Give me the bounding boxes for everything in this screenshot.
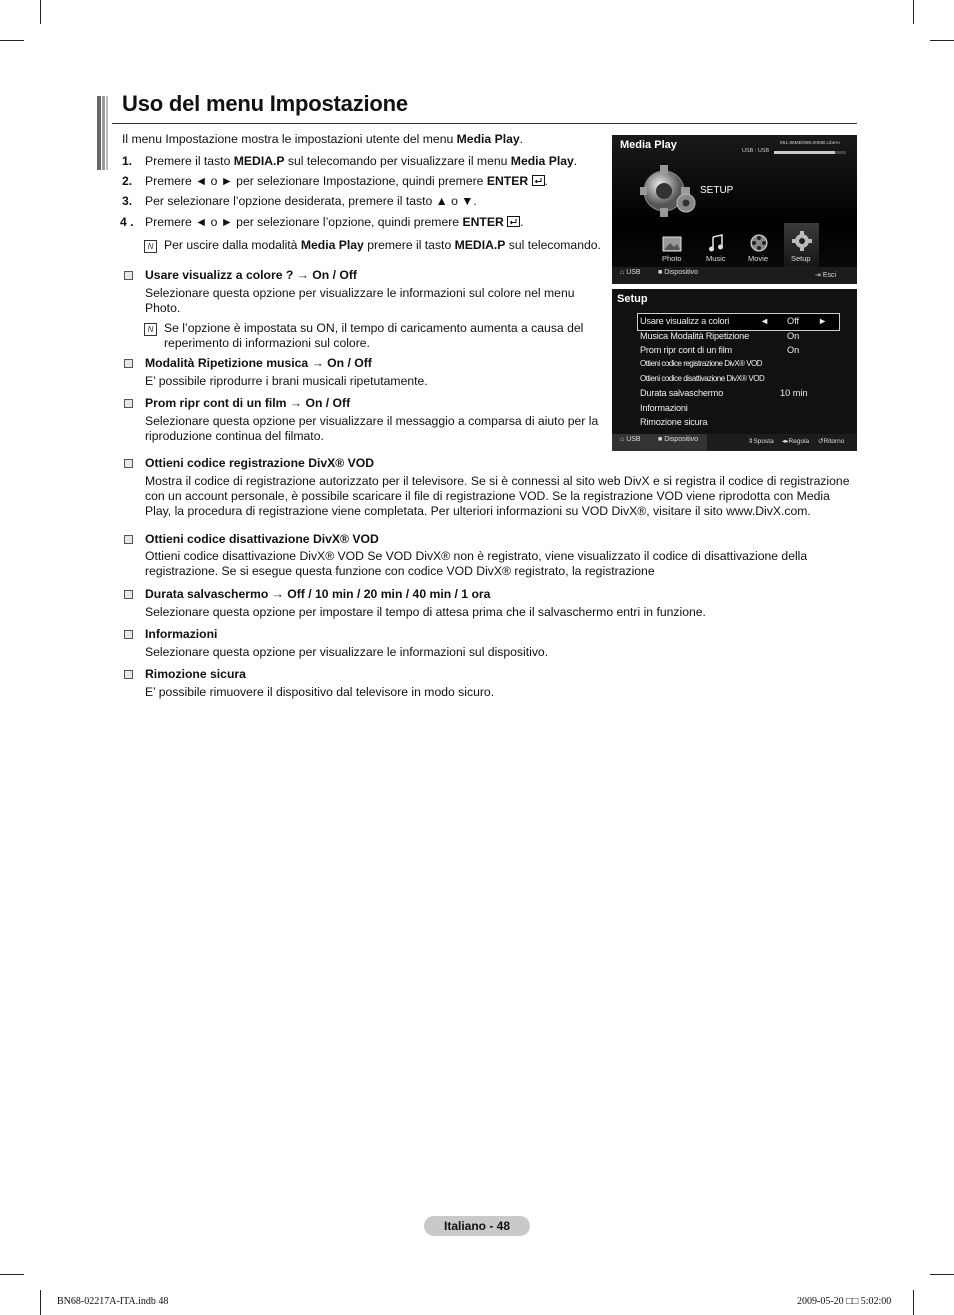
step-1: Premere il tasto MEDIA.P sul telecomando per visualizzare il menu Media Play. (145, 154, 578, 168)
item-body: E’ possibile rimuovere il dispositivo dal televisore in modo sicuro. (145, 685, 495, 699)
crop-mark (913, 1290, 914, 1315)
bottom-device: ■ Dispositivo (658, 269, 699, 276)
item-title: Ottieni codice disattivazione DivX® VOD (145, 532, 379, 546)
bullet-square-icon (124, 630, 133, 639)
page-title: Uso del menu Impostazione (122, 91, 408, 116)
step-4: Premere ◄ o ► per selezionare l’opzione, quindi premere ENTER . (145, 215, 524, 229)
arrow-right-icon[interactable]: ► (818, 316, 828, 326)
item-body: Selezionare questa opzione per impostare il tempo di attesa prima che il salvaschermo entri in funzione. (145, 605, 706, 619)
item-body: Selezionare questa opzione per visualizzare le informazioni sul dispositivo. (145, 645, 549, 659)
step-3: Per selezionare l’opzione desiderata, premere il tasto ▲ o ▼. (145, 194, 477, 208)
screen-header: Media Play (620, 139, 677, 151)
item-title: Ottieni codice registrazione DivX® VOD (145, 456, 375, 470)
bottom-device: ■ Dispositivo (658, 436, 699, 443)
exit-button[interactable]: ⇥ Esci (815, 272, 837, 279)
icon-label-music: Music (706, 254, 726, 263)
note-icon: N (144, 323, 157, 336)
menu-row-safe-remove[interactable]: Rimozione sicura (640, 417, 708, 427)
movie-icon[interactable] (750, 234, 768, 252)
crop-mark (930, 40, 954, 41)
item-title: Modalità Ripetizione musica → On / Off (145, 356, 372, 370)
hint-back: ↺Ritorno (818, 438, 845, 445)
screen-header: Setup (617, 293, 648, 305)
bullet-square-icon (124, 535, 133, 544)
item-body: Selezionare questa opzione per visualizzare le informazioni sul colore nel menu Photo. (145, 286, 575, 315)
menu-row-movie-resume[interactable]: Prom ripr cont di un film (640, 345, 733, 355)
setup-label: SETUP (700, 185, 734, 196)
storage-bar (774, 151, 846, 154)
note-icon: N (144, 240, 157, 253)
hint-move: ⇕Sposta (748, 438, 774, 445)
note-exit: Per uscire dalla modalità Media Play premere il tasto MEDIA.P sul telecomando. (164, 238, 601, 252)
usb-label: USB : USB (742, 148, 770, 154)
item-title: Informazioni (145, 627, 218, 641)
bullet-square-icon (124, 399, 133, 408)
menu-value: Off (787, 316, 800, 326)
menu-value: 10 min (780, 388, 808, 398)
menu-row-screensaver[interactable]: Durata salvaschermo (640, 388, 724, 398)
music-icon[interactable] (708, 234, 724, 252)
crop-mark (40, 0, 41, 24)
hint-adjust: ◂▸Regola (782, 438, 810, 445)
crop-mark (913, 0, 914, 24)
bullet-square-icon (124, 590, 133, 599)
item-body: Mostra il codice di registrazione autorizzato per il televisore. Se si è connessi al sito web DivX e si registra il codice di registrazione con un account personale, è possibile scaricare il file di registrazione VOD. Se la registrazione VOD viene riprodotta con Media Play, la procedura di registrazione viene completata. Per ulteriori informazioni su VOD DivX®, visitare il sito www.DivX.com. (145, 474, 850, 518)
icon-label-photo: Photo (662, 254, 682, 263)
menu-row-divx-register[interactable]: Ottieni codice registrazione DivX® VOD (640, 359, 763, 368)
menu-value: On (787, 345, 800, 355)
footer-date: 2009-05-20 □□ 5:02:00 (797, 1296, 892, 1307)
item-note: Se l’opzione è impostata su ON, il tempo di caricamento aumenta a causa del reperimento di informazioni sul colore. (164, 321, 584, 350)
crop-mark (930, 1274, 954, 1275)
item-title: Durata salvaschermo → Off / 10 min / 20 min / 40 min / 1 ora (145, 587, 491, 601)
bottom-usb: ⌂ USB (620, 436, 641, 443)
item-title: Usare visualizz a colore ? → On / Off (145, 268, 357, 282)
photo-icon[interactable] (662, 236, 682, 252)
media-play-screen (612, 135, 857, 284)
item-body: Selezionare questa opzione per visualizzare il messaggio a comparsa di aiuto per la riproduzione continua del filmato. (145, 414, 599, 443)
step-number: 3. (122, 194, 133, 208)
setup-screen (612, 289, 857, 451)
setup-gear-icon (640, 165, 700, 221)
enter-icon (507, 216, 520, 227)
menu-row-info[interactable]: Informazioni (640, 403, 688, 413)
bullet-square-icon (124, 271, 133, 280)
enter-icon (532, 175, 545, 186)
step-number: 4 . (120, 215, 134, 229)
menu-value: On (787, 331, 800, 341)
page-number: Italiano - 48 (424, 1216, 530, 1236)
title-decoration (97, 96, 111, 170)
item-title: Rimozione sicura (145, 667, 246, 681)
crop-mark (0, 1274, 24, 1275)
icon-label-setup: Setup (791, 254, 811, 263)
bullet-square-icon (124, 670, 133, 679)
bottom-usb: ⌂ USB (620, 269, 641, 276)
icon-label-movie: Movie (748, 254, 769, 263)
intro-text: Il menu Impostazione mostra le impostazioni utente del menu Media Play. (122, 132, 524, 146)
menu-row-color[interactable]: Usare visualizz a colori (640, 316, 730, 326)
item-title: Prom ripr cont di un film → On / Off (145, 396, 351, 410)
footer-file: BN68-02217A-ITA.indb 48 (57, 1296, 169, 1307)
step-number: 2. (122, 174, 133, 188)
step-2: Premere ◄ o ► per selezionare Impostazione, quindi premere ENTER . (145, 174, 548, 188)
menu-row-divx-deactivate[interactable]: Ottieni codice disattivazione DivX® VOD (640, 374, 765, 383)
crop-mark (0, 40, 24, 41)
crop-mark (40, 1290, 41, 1315)
bullet-square-icon (124, 359, 133, 368)
arrow-left-icon[interactable]: ◄ (760, 316, 770, 326)
setup-icon[interactable] (791, 230, 813, 252)
bullet-square-icon (124, 459, 133, 468)
storage-label: 851.98MB/995.00MB Libero (780, 141, 840, 146)
step-number: 1. (122, 154, 133, 168)
menu-row-music-repeat[interactable]: Musica Modalità Ripetizione (640, 331, 749, 341)
item-body: E’ possibile riprodurre i brani musicali ripetutamente. (145, 374, 428, 388)
title-rule (112, 123, 857, 124)
item-body: Ottieni codice disattivazione DivX® VOD Se VOD DivX® non è registrato, viene visualizzato il codice di disattivazione della registrazione. Se si esegue questa funzione con codice VOD DivX® registrato, la registrazione (145, 549, 808, 578)
